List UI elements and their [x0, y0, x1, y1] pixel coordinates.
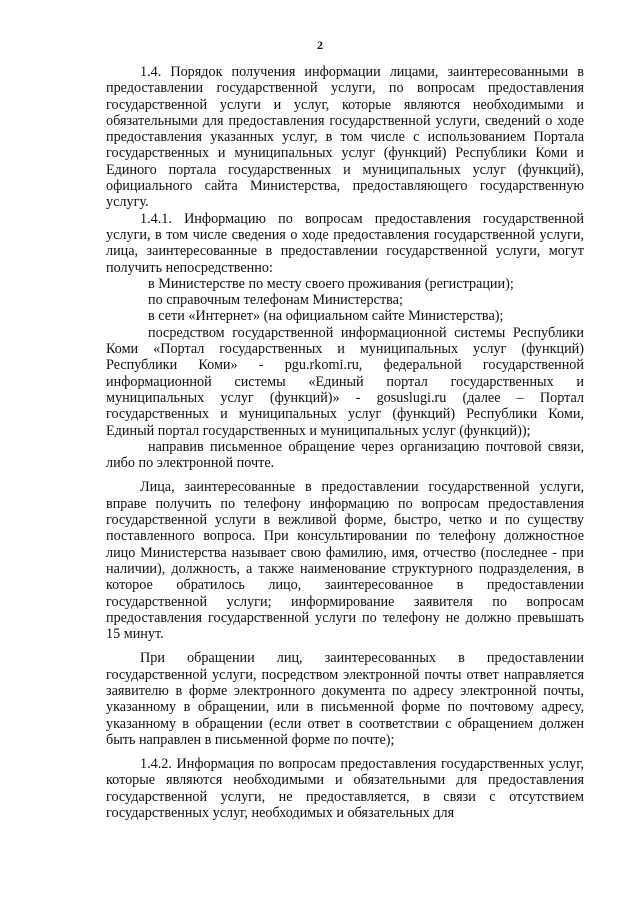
list-item-internet: в сети «Интернет» (на официальном сайте Министерства);	[148, 308, 504, 325]
page-number: 2	[317, 38, 323, 52]
paragraph-email-response: При обращении лиц, заинтересованных в предоставлении государственной услуги, посредством электронной почты ответ направляется заявителю в форме электронного документа по адресу электронной почты, указанному в обращении, или в письменной форме по почтовому адресу, указанному в обращении (если ответ в соответствии с обращением должен быть направлен в письменной форме по почте);	[106, 650, 584, 748]
list-item-phones: по справочным телефонам Министерства;	[148, 292, 403, 309]
document-body	[106, 64, 584, 821]
list-item-mail: направив письменное обращение через организацию почтовой связи, либо по электронной почте.	[106, 438, 584, 472]
paragraph-1-4: 1.4. Порядок получения информации лицами, заинтересованными в предоставлении государственной услуги, по вопросам предоставления государственной услуги и услуг, которые являются необходимыми и обязательными для предоставления государственной услуги, сведений о ходе предоставления указанных услуг, в том числе с использованием Портала государственных и муниципальных услуг (функций) Республики Коми и Единого портала государственных и муниципальных услуг (функций), официального сайта Министерства, предоставляющего государственную услугу.	[106, 64, 584, 211]
list-item-ministry: в Министерстве по месту своего проживания (регистрации);	[148, 275, 514, 292]
paragraph-phone-consultation: Лица, заинтересованные в предоставлении государственной услуги, вправе получить по телефону информацию по вопросам предоставления государственной услуги в вежливой форме, быстро, четко и по существу поставленного вопроса. При консультировании по телефону должностное лицо Министерства называет свою фамилию, имя, отчество (последнее - при наличии), должность, а также наименование структурного подразделения, в которое обратилось лицо, заинтересованное в предоставлении государственной услуги; информирование заявителя по вопросам предоставления государственной услуги по телефону не должно превышать 15 минут.	[106, 479, 584, 643]
paragraph-1-4-1: 1.4.1. Информацию по вопросам предоставления государственной услуги, в том числе сведения о ходе предоставления государственной услуги, лица, заинтересованные в предоставлении государственной услуги, могут получить непосредственно:	[106, 210, 584, 276]
paragraph-1-4-2: 1.4.2. Информация по вопросам предоставления государственных услуг, которые являются необходимыми и обязательными для предоставления государственной услуги, не предоставляется, в связи с отсутствием государственных услуг, необходимых и обязательных для	[106, 756, 584, 822]
list-item-portal: посредством государственной информационной системы Республики Коми «Портал государственных и муниципальных услуг (функций) Республики Коми» - pgu.rkomi.ru, федеральной государственной информационной системы «Единый портал государственных и муниципальных услуг (функций)» - gosuslugi.ru (далее – Портал государственных и муниципальных услуг (функций) Республики Коми, Единый портал государственных и муниципальных услуг (функций));	[106, 324, 584, 439]
